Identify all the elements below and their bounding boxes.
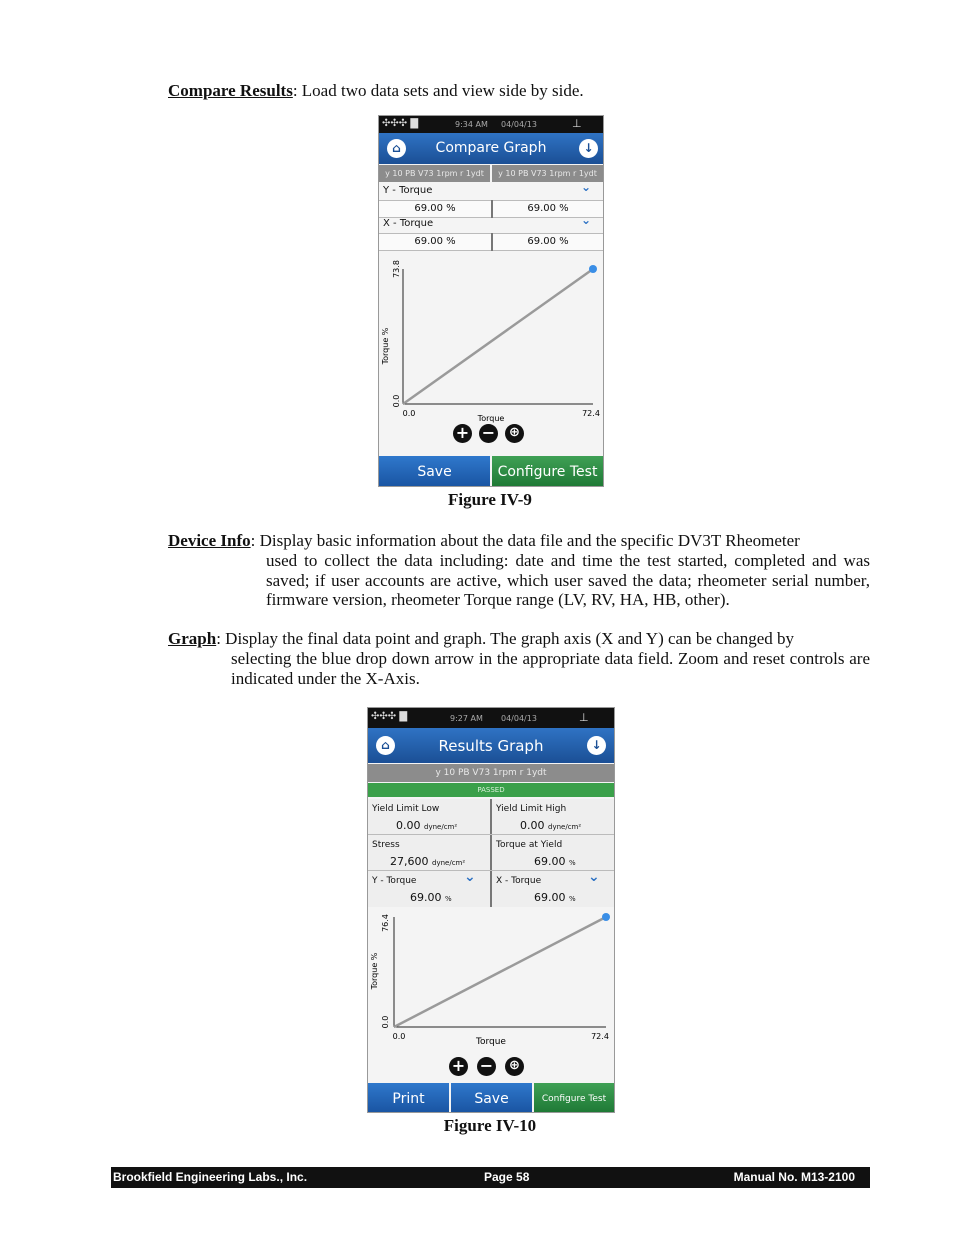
- file-tab-left[interactable]: y 10 PB V73 1rpm r 1ydt: [379, 165, 490, 182]
- save-button[interactable]: Save: [451, 1083, 532, 1112]
- y-axis-title: Torque %: [381, 327, 390, 365]
- data-series-line: [403, 269, 593, 404]
- probe-icon: ⊥: [579, 711, 589, 724]
- compare-text: : Load two data sets and view side by side.: [292, 81, 584, 100]
- yield-low-label: Yield Limit Low: [372, 804, 440, 814]
- x-axis-dropdown-icon[interactable]: ⌄: [588, 869, 600, 885]
- usb-icons: ✣✣✣ ▇: [382, 118, 419, 129]
- compare-graph-screen: [378, 115, 604, 487]
- title-bar: [368, 728, 614, 763]
- configure-test-button[interactable]: Configure Test: [492, 456, 603, 486]
- y-value-left: 69.00 %: [379, 200, 491, 218]
- zoom-out-button[interactable]: −: [477, 1057, 496, 1076]
- status-bar: [368, 708, 614, 728]
- torque-at-yield-value: 69.00 %: [534, 855, 576, 868]
- page-footer: [111, 1167, 870, 1188]
- x-axis-dropdown-icon[interactable]: ⌄: [581, 213, 592, 227]
- x-axis-value: 69.00 %: [534, 891, 576, 904]
- results-grid: [368, 799, 614, 907]
- grid-row-divider-2: [368, 870, 614, 871]
- home-icon: ⌂: [392, 141, 401, 155]
- x-tick-min: 0.0: [392, 1032, 406, 1041]
- final-data-point: [602, 913, 610, 921]
- screen-title: Compare Graph: [435, 140, 547, 156]
- device-info-term: Device Info: [168, 531, 251, 550]
- arrow-down-icon: ↓: [583, 141, 594, 155]
- y-tick-max: 73.8: [392, 260, 401, 278]
- yield-low-value: 0.00 dyne/cm²: [396, 819, 458, 832]
- zoom-in-button[interactable]: +: [453, 424, 472, 443]
- status-date: 04/04/13: [501, 714, 537, 723]
- y-axis-label: Y - Torque: [383, 185, 433, 196]
- y-axis-value: 69.00 %: [410, 891, 452, 904]
- zoom-in-button[interactable]: +: [449, 1057, 468, 1076]
- zoom-reset-button[interactable]: ⊕: [505, 1057, 524, 1076]
- save-button[interactable]: Save: [379, 456, 490, 486]
- y-axis-dropdown-icon[interactable]: ⌄: [464, 869, 476, 885]
- status-bar: [379, 116, 603, 133]
- status-time: 9:34 AM: [455, 120, 488, 129]
- compare-term: Compare Results: [168, 81, 293, 100]
- x-tick-max: 72.4: [591, 1032, 609, 1041]
- y-tick-max: 76.4: [381, 914, 390, 932]
- footer-company: Brookfield Engineering Labs., Inc.: [113, 1170, 308, 1184]
- configure-test-button[interactable]: Configure Test: [534, 1083, 614, 1112]
- home-icon: ⌂: [381, 738, 390, 752]
- graph-term: Graph: [168, 629, 217, 648]
- y-tick-min: 0.0: [392, 394, 401, 408]
- device-info-rest: used to collect the data including: date and time the test started, completed and was saved; if user accounts are active, which user saved the data; rheometer serial number, firmware version, rheometer Torque range (LV, RV, HA, HB, other).: [266, 551, 870, 609]
- figure-10-caption: Figure IV-10: [443, 1116, 537, 1135]
- grid-vertical-divider: [490, 799, 492, 907]
- final-data-point: [589, 265, 597, 273]
- screen-title: Results Graph: [438, 737, 544, 755]
- title-bar: [379, 133, 603, 164]
- status-time: 9:27 AM: [450, 714, 483, 723]
- footer-page: Page 58: [484, 1170, 530, 1184]
- yield-high-value: 0.00 dyne/cm²: [520, 819, 582, 832]
- torque-at-yield-label: Torque at Yield: [496, 840, 563, 850]
- figure-9-caption: Figure IV-9: [448, 490, 532, 509]
- download-button[interactable]: [579, 139, 598, 158]
- print-button[interactable]: Print: [368, 1083, 449, 1112]
- y-divider: [491, 200, 493, 218]
- x-axis-title: Torque: [477, 414, 505, 423]
- y-axis-label: Y - Torque: [372, 876, 417, 886]
- x-axis-title: Torque: [476, 1037, 506, 1047]
- y-axis-dropdown-icon[interactable]: ⌄: [581, 180, 592, 194]
- passed-badge: PASSED: [368, 783, 614, 797]
- status-date: 04/04/13: [501, 120, 537, 129]
- graph-rest: selecting the blue drop down arrow in the appropriate data field. Zoom and reset controls are indicated under the X-Axis.: [231, 649, 870, 688]
- x-axis-label: X - Torque: [383, 218, 434, 229]
- data-series-line: [394, 917, 606, 1027]
- arrow-down-icon: ↓: [591, 738, 602, 752]
- device-info-line1: : Display basic information about the data file and the specific DV3T Rheometer: [250, 531, 800, 550]
- x-axis-label: X - Torque: [496, 876, 542, 886]
- grid-row-divider-1: [368, 834, 614, 835]
- x-value-right: 69.00 %: [493, 233, 603, 251]
- y-axis-title: Torque %: [370, 952, 379, 990]
- zoom-out-button[interactable]: −: [479, 424, 498, 443]
- graph-line1: : Display the final data point and graph. The graph axis (X and Y) can be changed by: [216, 629, 795, 648]
- device-info-line: [168, 531, 800, 551]
- file-tab-right[interactable]: y 10 PB V73 1rpm r 1ydt: [492, 165, 603, 182]
- file-name-bar: y 10 PB V73 1rpm r 1ydt: [368, 764, 614, 782]
- x-divider: [491, 233, 493, 251]
- graph-line: [168, 629, 794, 649]
- stress-label: Stress: [372, 840, 400, 850]
- footer-manual: Manual No. M13-2100: [733, 1170, 855, 1184]
- download-button[interactable]: [587, 736, 606, 755]
- compare-chart: [379, 251, 603, 426]
- x-tick-max: 72.4: [582, 409, 600, 418]
- compare-paragraph: [168, 81, 584, 101]
- y-value-right: 69.00 %: [493, 200, 603, 218]
- zoom-reset-button[interactable]: ⊕: [505, 424, 524, 443]
- yield-high-label: Yield Limit High: [496, 804, 567, 814]
- probe-icon: ⊥: [572, 117, 582, 130]
- y-tick-min: 0.0: [381, 1015, 390, 1029]
- stress-value: 27,600 dyne/cm²: [390, 855, 466, 868]
- x-value-left: 69.00 %: [379, 233, 491, 251]
- results-chart: [368, 909, 614, 1049]
- usb-icons: ✣✣✣ ▇: [371, 711, 408, 722]
- x-tick-min: 0.0: [402, 409, 416, 418]
- results-graph-screen: [367, 707, 615, 1113]
